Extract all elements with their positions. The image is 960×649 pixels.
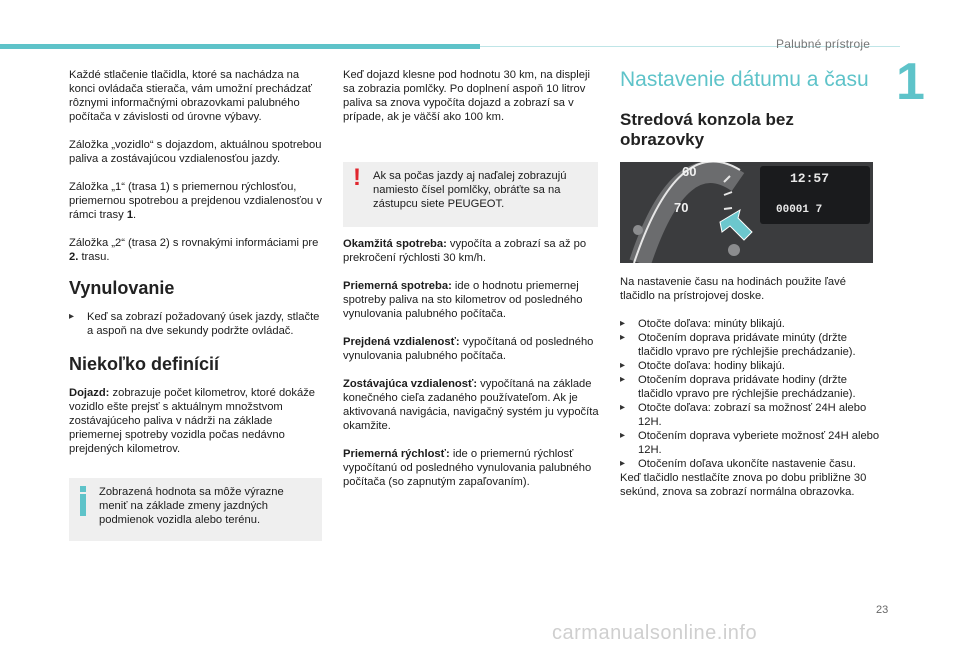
bullet-icon: ▸: [620, 430, 626, 441]
paragraph: Záložka „2“ (trasa 2) s rovnakými informáciami pre 2. trasu.: [69, 237, 319, 263]
chapter-title: Palubné prístroje: [776, 37, 871, 51]
paragraph: Keď tlačidlo nestlačíte znova po dobu približne 30 sekúnd, znova sa zobrazí normálna obrazovka.: [620, 472, 867, 498]
info-icon: [80, 486, 86, 516]
steps-list: [620, 317, 882, 471]
dashboard-svg: [620, 162, 873, 263]
list-item: ▸ Otočením doprava pridávate minúty (držte tlačidlo vpravo pre rýchlejšie prechádzanie).: [620, 332, 856, 358]
page-number: 23: [876, 604, 889, 616]
paragraph: Záložka „1“ (trasa 1) s priemernou rýchlosťou, priemernou spotrebou a prejdenou vzdialenosťou v rámci trasy 1.: [69, 181, 322, 221]
list-item: ▸ Keď sa zobrazí požadovaný úsek jazdy, stlačte a aspoň na dve sekundy podržte ovládač.: [69, 311, 320, 337]
speed-label-70: 70: [674, 200, 689, 215]
watermark: carmanualsonline.info: [552, 622, 758, 644]
definition-distance-travelled: Prejdená vzdialenosť: vypočítaná od posledného vynulovania palubného počítača.: [343, 336, 594, 362]
column-right: [620, 68, 882, 513]
paragraph: Keď dojazd klesne pod hodnotu 30 km, na displeji sa zobrazia pomlčky. Po doplnení aspoň 10 litrov paliva sa znova vypočíta dojazd a zobrazí sa v prípade, ak je väčší ako 100 km.: [343, 69, 590, 123]
list-item: ▸ Otočením doľava ukončíte nastavenie času.: [620, 458, 856, 470]
warning-note: ! Ak sa počas jazdy aj naďalej zobrazujú namiesto čísel pomlčky, obráťte sa na zástupcu siete PEUGEOT.: [343, 162, 598, 227]
bullet-icon: ▸: [620, 458, 626, 469]
bullet-icon: ▸: [620, 332, 626, 343]
list-item: ▸ Otočením doprava pridávate hodiny (držte tlačidlo vpravo pre rýchlejšie prechádzanie).: [620, 374, 856, 400]
instrument-panel-illustration: [620, 162, 873, 263]
bullet-icon: ▸: [620, 374, 626, 385]
header-accent-bar: [0, 44, 480, 49]
odometer-display: 00001 7: [776, 204, 823, 216]
paragraph: Na nastavenie času na hodinách použite ľavé tlačidlo na prístrojovej doske.: [620, 276, 846, 302]
speed-label-60: 60: [682, 164, 697, 179]
bullet-icon: ▸: [620, 402, 626, 413]
list-item: ▸ Otočte doľava: hodiny blikajú.: [620, 360, 785, 372]
definition-average-consumption: Priemerná spotreba: ide o hodnotu priemernej spotreby paliva na sto kilometrov od posledného vynulovania palubného počítača.: [343, 280, 583, 320]
chapter-number: 1: [896, 53, 925, 111]
paragraph: Záložka „vozidlo“ s dojazdom, aktuálnou spotrebou paliva a zostávajúcou vzdialenosťou jazdy.: [69, 139, 322, 165]
warning-icon: !: [353, 164, 361, 191]
definition-instant-consumption: Okamžitá spotreba: vypočíta a zobrazí sa až po prekročení rýchlosti 30 km/h.: [343, 238, 587, 264]
list-item: ▸ Otočte doľava: minúty blikajú.: [620, 318, 785, 330]
definition-remaining-distance: Zostávajúca vzdialenosť: vypočítaná na základe konečného cieľa zadaného používateľom. Ak je aktivovaná navigácia, navigačný systém ju vypočíta okamžite.: [343, 378, 599, 432]
bullet-icon: ▸: [620, 318, 626, 329]
column-left: [69, 68, 324, 541]
page-section-title: Nastavenie dátumu a času: [620, 68, 869, 91]
section-heading-definitions: Niekoľko definícií: [69, 354, 219, 374]
clock-display: 12:57: [790, 171, 830, 186]
paragraph: Každé stlačenie tlačidla, ktoré sa nachádza na konci ovládača stierača, vám umožní prechádzať rôznymi informačnými obrazovkami palubného počítača v závislosti od úrovne výbavy.: [69, 69, 312, 123]
bullet-icon: ▸: [620, 360, 626, 371]
info-note: Zobrazená hodnota sa môže výrazne meniť na základe zmeny jazdných podmienok vozidla alebo terénu.: [69, 478, 322, 541]
list-item: ▸ Otočením doprava vyberiete možnosť 24H alebo 12H.: [620, 430, 880, 456]
definition-average-speed: Priemerná rýchlosť: ide o priemernú rýchlosť vypočítanú od posledného vynulovania palubného počítača (so zapnutým zapaľovaním).: [343, 448, 592, 488]
bullet-icon: ▸: [69, 311, 75, 322]
definition-range: Dojazd: zobrazuje počet kilometrov, ktoré dokáže vozidlo ešte prejsť s aktuálnym množstvom zostávajúceho paliva v nádrži na základe priemernej spotreby vozidla počas nedávno prejdených kilometrov.: [69, 387, 316, 455]
column-middle: [343, 68, 600, 503]
section-heading-reset: Vynulovanie: [69, 278, 175, 298]
subsection-title: Stredová konzola bez obrazovky: [620, 110, 794, 149]
list-item: ▸ Otočte doľava: zobrazí sa možnosť 24H alebo 12H.: [620, 402, 867, 428]
